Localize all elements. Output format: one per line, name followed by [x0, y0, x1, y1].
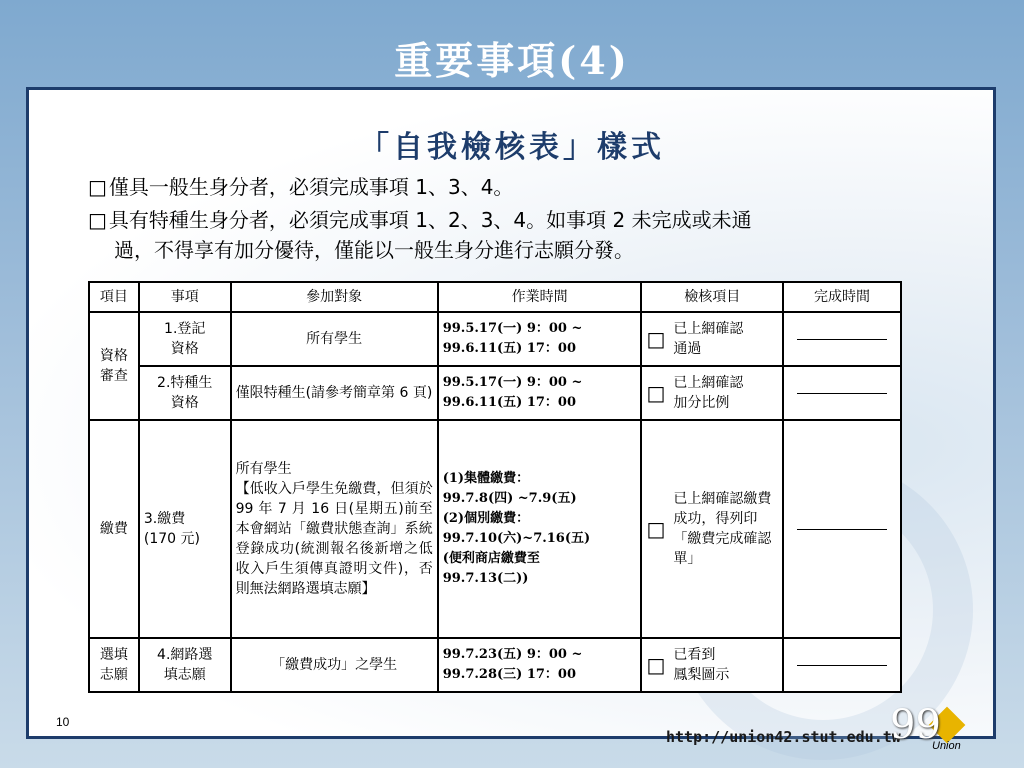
- row-done: [783, 420, 901, 638]
- checklist-table: [88, 281, 902, 693]
- bullet-special: [88, 205, 968, 265]
- site-url[interactable]: http://union42.stut.edu.tw: [666, 728, 901, 746]
- bullet-general-text: 僅具一般生身分者，必須完成事項 1、3、4。: [108, 175, 514, 199]
- row-target: 僅限特種生(請參考簡章第 6 頁): [231, 366, 438, 420]
- checkbox-icon: □: [88, 175, 107, 199]
- checkbox-icon[interactable]: □: [646, 381, 666, 405]
- row-time: 99.5.17(一) 9：00 ~ 99.6.11(五) 17：00: [438, 312, 642, 366]
- table-row: [89, 638, 901, 692]
- row-target: 所有學生: [231, 312, 438, 366]
- row-check: [641, 638, 783, 692]
- checkbox-icon[interactable]: □: [646, 653, 666, 677]
- row-check: [641, 312, 783, 366]
- row-done: [783, 366, 901, 420]
- row-check-text: 已上網確認 加分比例: [673, 375, 744, 411]
- row-time: 99.5.17(一) 9：00 ~ 99.6.11(五) 17：00: [438, 366, 642, 420]
- row-category: 資格 審查: [89, 312, 139, 420]
- bullet-special-text-2: 過，不得享有加分優待，僅能以一般生身分進行志願分發。: [114, 238, 634, 262]
- slide-title: 重要事項(4): [394, 38, 630, 83]
- checkbox-icon: □: [88, 208, 107, 232]
- blank-line: [797, 339, 887, 340]
- row-time: 99.7.23(五) 9：00 ~ 99.7.28(三) 17：00: [438, 638, 642, 692]
- row-item: 4.網路選 填志願: [139, 638, 231, 692]
- checkbox-icon[interactable]: □: [646, 517, 666, 541]
- row-item: 1.登記 資格: [139, 312, 231, 366]
- row-check: [641, 420, 783, 638]
- page-number: 10: [56, 715, 70, 729]
- form-title: 「自我檢核表」樣式: [359, 130, 665, 165]
- row-time: (1)集體繳費： 99.7.8(四) ~7.9(五) (2)個別繳費： 99.7.10(六)~7.16(五) (便利商店繳費至 99.7.13(二)): [438, 420, 642, 638]
- row-check-text: 已上網確認繳費成功，得列印「繳費完成確認單」: [673, 491, 772, 567]
- row-check-text: 已看到 鳳梨圖示: [673, 647, 730, 683]
- row-done: [783, 312, 901, 366]
- row-category: 繳費: [89, 420, 139, 638]
- row-target: 「繳費成功」之學生: [231, 638, 438, 692]
- table-row: [89, 312, 901, 366]
- blank-line: [797, 393, 887, 394]
- row-item: 3.繳費 (170 元): [139, 420, 231, 638]
- row-item: 2.特種生 資格: [139, 366, 231, 420]
- checkbox-icon[interactable]: □: [646, 327, 666, 351]
- header-item: 事項: [139, 282, 231, 312]
- bullet-special-text-1: 具有特種生身分者，必須完成事項 1、2、3、4。如事項 2 未完成或未通: [108, 208, 752, 232]
- blank-line: [797, 529, 887, 530]
- header-category: 項目: [89, 282, 139, 312]
- row-category: 選填 志願: [89, 638, 139, 692]
- header-done: 完成時間: [783, 282, 901, 312]
- row-done: [783, 638, 901, 692]
- row-check: [641, 366, 783, 420]
- header-target: 參加對象: [231, 282, 438, 312]
- table-row: [89, 366, 901, 420]
- union-logo: [890, 700, 980, 760]
- table-row: [89, 420, 901, 638]
- bullet-general: [88, 172, 513, 202]
- blank-line: [797, 665, 887, 666]
- table-header-row: [89, 282, 901, 312]
- logo-text: Union: [932, 740, 961, 752]
- logo-number: 99: [890, 702, 941, 748]
- header-check: 檢核項目: [641, 282, 783, 312]
- row-target: 所有學生 【低收入戶學生免繳費，但須於 99 年 7 月 16 日(星期五)前至本會網站「繳費狀態查詢」系統登錄成功(統測報名後新增之低收入戶生須傳真證明文件)，否則無法網路選填志願】: [231, 420, 438, 638]
- row-check-text: 已上網確認 通過: [673, 321, 744, 357]
- header-time: 作業時間: [438, 282, 642, 312]
